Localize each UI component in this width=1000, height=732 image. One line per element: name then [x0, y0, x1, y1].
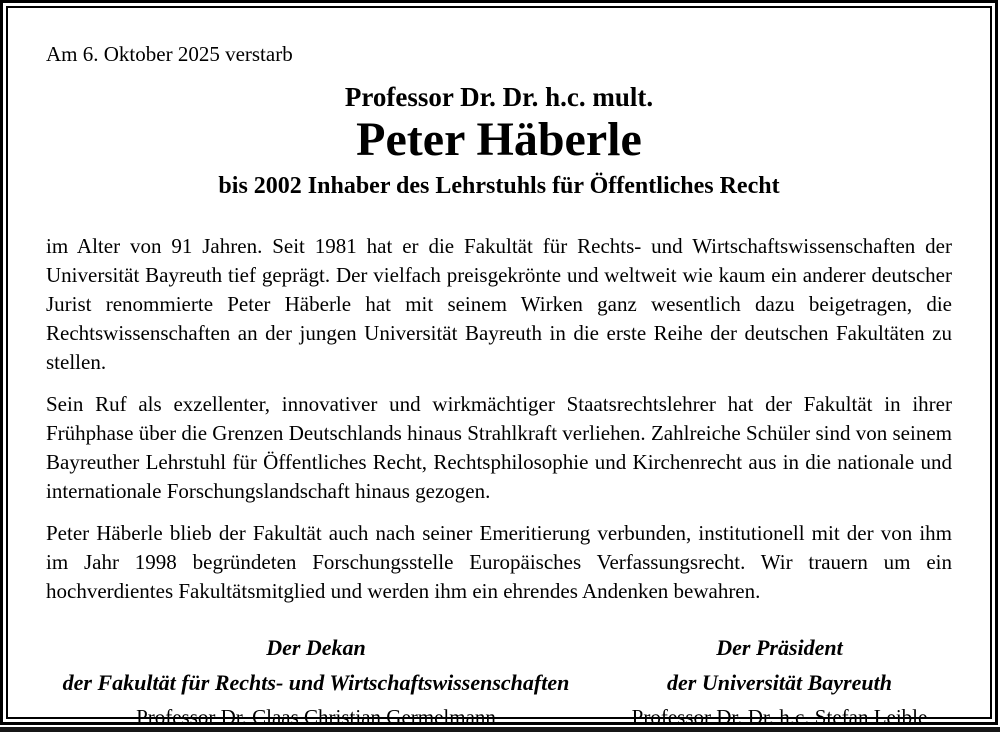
signature-president: [607, 630, 952, 732]
deceased-name: Peter Häberle: [356, 113, 642, 166]
obituary-paragraph-1: im Alter von 91 Jahren. Seit 1981 hat er die Fakultät für Rechts- und Wirtschaftswissenschaften der Universität Bayreuth tief geprägt. Der vielfach preisgekrönte und weltweit wie kaum ein anderer deutscher Jurist renommierte Peter Häberle hat mit seinem Wirken ganz wesentlich dazu beigetragen, die Rechtswissenschaften an der jungen Universität Bayreuth in die erste Reihe der deutschen Fakultäten zu stellen.: [46, 234, 952, 374]
president-name: Professor Dr. Dr. h.c. Stefan Leible: [631, 705, 928, 729]
chair-subtitle-line: bis 2002 Inhaber des Lehrstuhls für Öffentliches Recht: [218, 173, 780, 199]
death-date-line: Am 6. Oktober 2025 verstarb: [46, 42, 293, 66]
president-university-line: der Universität Bayreuth: [667, 670, 892, 695]
dean-name: Professor Dr. Claas Christian Germelmann: [136, 705, 496, 729]
dean-faculty-line: der Fakultät für Rechts- und Wirtschaftswissenschaften: [62, 670, 570, 695]
signature-block: [46, 630, 952, 732]
obituary-body: [46, 232, 952, 606]
dean-role-line: Der Dekan: [266, 635, 366, 660]
obituary-paragraph-3: Peter Häberle blieb der Fakultät auch nach seiner Emeritierung verbunden, institutionell mit der von ihm im Jahr 1998 begründeten Forschungsstelle Europäisches Verfassungsrecht. Wir trauern um ein hochverdientes Fakultätsmitglied und werden ihm ein ehrendes Andenken bewahren.: [46, 521, 952, 603]
honorific-title-line: Professor Dr. Dr. h.c. mult.: [344, 82, 654, 112]
obituary-paragraph-2: Sein Ruf als exzellenter, innovativer und wirkmächtiger Staatsrechtslehrer hat der Fakultät in ihrer Frühphase über die Grenzen Deutschlands hinaus Strahlkraft verliehen. Zahlreiche Schüler sind von seinem Bayreuther Lehrstuhl für Öffentliches Recht, Rechtsphilosophie und Kirchenrecht aus in die nationale und internationale Forschungslandschaft hinaus gezogen.: [46, 392, 952, 503]
president-role-line: Der Präsident: [716, 635, 843, 660]
notice-frame-inner: [6, 6, 992, 729]
signature-dean: [46, 630, 586, 732]
